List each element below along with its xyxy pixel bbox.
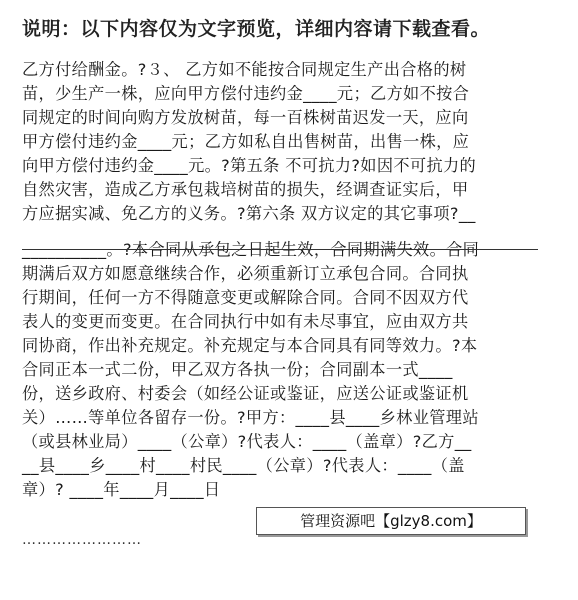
text-line: 乙方付给酬金。?３、 乙方如不能按合同规定生产出合格的树 — [22, 60, 467, 79]
watermark-banner: 管理资源吧【glzy8.com】 — [256, 507, 526, 535]
text-line: 向甲方偿付违约金____元。?第五条 不可抗力?如因不可抗力的 — [22, 156, 477, 175]
text-line: 苗，少生产一株，应向甲方偿付违约金____元；乙方如不按合 — [22, 84, 470, 103]
text-line: 期满后双方如愿意继续合作，必须重新订立承包合同。合同执 — [22, 264, 469, 283]
text-line: 甲方偿付违约金____元；乙方如私自出售树苗，出售一株，应 — [22, 132, 470, 151]
contract-text — [22, 58, 558, 502]
text-line: __县____乡____村____村民____（公章）?代表人：____（盖 — [22, 456, 465, 475]
text-line: 同协商，作出补充规定。补充规定与本合同具有同等效力。?本 — [22, 336, 478, 355]
text-line: 表人的变更而变更。在合同执行中如有未尽事宜，应由双方共 — [22, 312, 469, 331]
blank-fill-gap — [22, 226, 558, 238]
text-line: 同规定的时间向购方发放树苗，每一百株树苗迟发一天，应向 — [22, 108, 469, 127]
text-line: 份，送乡政府、村委会（如经公证或鉴证，应送公证或鉴证机 — [22, 384, 469, 403]
text-line: __________。?本合同从承包之日起生效，合同期满失效。合同 — [22, 240, 480, 259]
text-line: 行期间，任何一方不得随意变更或解除合同。合同不因双方代 — [22, 288, 469, 307]
trailing-ellipsis: …………………… — [22, 532, 142, 548]
text-line: 方应据实减、免乙方的义务。?第六条 双方议定的其它事项?__ — [22, 204, 476, 223]
text-line: （或县林业局）____（公章）?代表人：____（盖章）?乙方__ — [22, 432, 472, 451]
text-line: 自然灾害，造成乙方承包栽培树苗的损失，经调查证实后，甲 — [22, 180, 469, 199]
text-line: 关）……等单位各留存一份。?甲方：____县____乡林业管理站 — [22, 408, 479, 427]
text-line: 章）? ____年____月____日 — [22, 480, 221, 499]
preview-notice: 说明：以下内容仅为文字预览，详细内容请下载查看。 — [22, 18, 491, 40]
text-line: 合同正本一式二份，甲乙双方各执一份；合同副本一式____ — [22, 360, 453, 379]
fill-in-underline — [22, 249, 538, 250]
